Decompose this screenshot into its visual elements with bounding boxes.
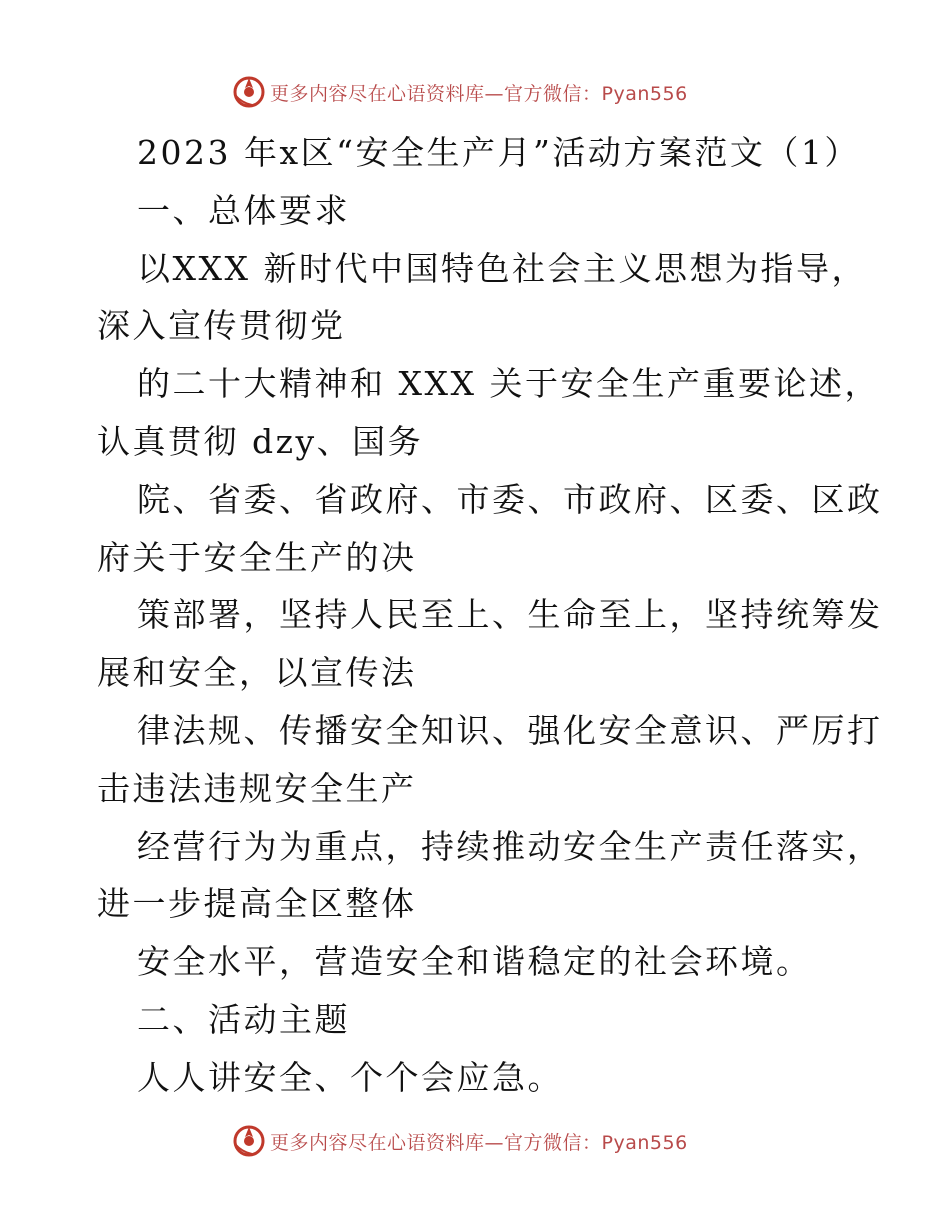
banner-text: 更多内容尽在心语资料库—官方微信：Pyan556 [270,82,688,105]
document-line: 安全水平，营造安全和谐稳定的社会环境。 [137,942,812,982]
footer-banner [232,1121,688,1161]
document-line: 院、省委、省政府、市委、市政府、区委、区政 [137,479,883,519]
document-line: 深入宣传贯彻党 [97,306,346,346]
document-line: 击违法违规安全生产 [97,768,417,808]
document-body [97,124,883,1107]
banner-text: 更多内容尽在心语资料库—官方微信：Pyan556 [270,1131,688,1154]
header-banner [232,72,688,112]
document-line: 进一步提高全区整体 [97,884,417,924]
document-line: 府关于安全生产的决 [97,537,417,577]
logo-icon [232,1124,266,1158]
document-line: 2023 年x区“安全生产月”活动方案范文（1） [137,133,860,172]
logo-icon [232,75,266,109]
document-line: 人人讲安全、个个会应急。 [137,1057,563,1097]
document-line: 策部署，坚持人民至上、生命至上，坚持统筹发 [137,595,883,635]
document-line: 的二十大精神和 XXX 关于安全生产重要论述， [137,364,880,404]
document-line: 律法规、传播安全知识、强化安全意识、严厉打 [137,710,883,750]
document-line: 认真贯彻 dzy、国务 [97,421,424,461]
document-line: 经营行为为重点，持续推动安全生产责任落实， [137,826,883,866]
document-line: 一、总体要求 [137,190,350,230]
document-line: 二、活动主题 [137,999,350,1039]
document-line: 以XXX 新时代中国特色社会主义思想为指导， [137,248,867,288]
document-line: 展和安全，以宣传法 [97,653,417,693]
